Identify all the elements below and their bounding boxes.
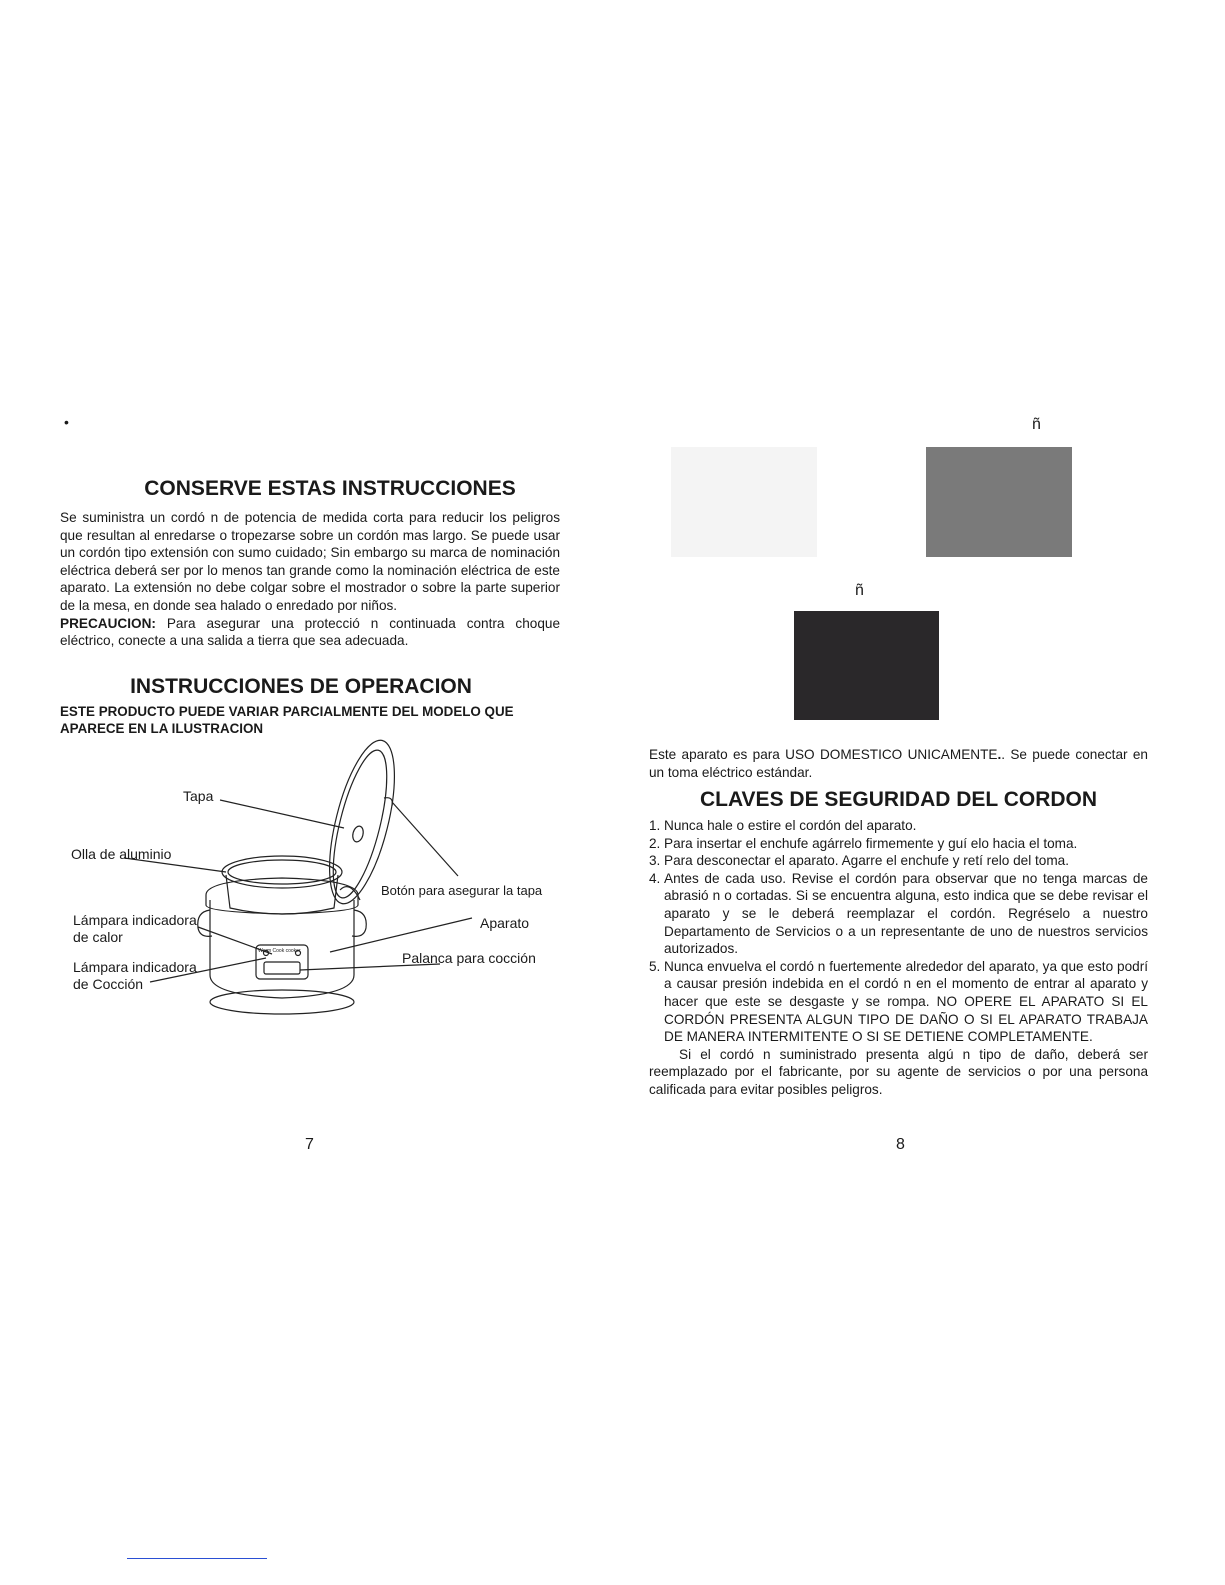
heading-claves: CLAVES DE SEGURIDAD DEL CORDON	[699, 788, 1098, 811]
label-palanca: Palanca para cocción	[402, 950, 536, 966]
replacement-paragraph: Si el cordó n suministrado presenta algú n tipo de daño, deberá ser reemplazado por el fabricante, por su agente de servicios o por una persona calificada para evitar posibles peligros.	[649, 1046, 1148, 1097]
rice-cooker-figure	[60, 730, 600, 1030]
caution-label: PRECAUCION:	[60, 615, 156, 631]
stray-tilde-mark: ñ	[1032, 416, 1041, 433]
stray-bullet: •	[64, 414, 69, 430]
label-aparato: Aparato	[480, 915, 530, 931]
caution-paragraph	[60, 615, 560, 650]
cord-text: Se suministra un cordó n de potencia de medida corta para reducir los peligros que resultan al enredarse o tropezarse sobre un cordón mas largo. Se puede usar un cordón tipo extensión con sumo cuidado; Sin embargo su marca de nominación eléctrica deberá ser por lo menos tan grande como la nominación eléctrica de este aparato. La extensión no debe colgar sobre el mostrador o sobre la parte superior de la mesa, en donde sea halado o enredado por niños.	[60, 510, 560, 613]
domestic-use-rest: . Se puede conectar en un toma eléctrico estándar.	[649, 747, 1148, 780]
heading-operacion: INSTRUCCIONES DE OPERACION	[130, 675, 472, 698]
list-item: 5. Nunca envuelva el cordó n fuertemente alrededor del aparato, ya que esto podrí a causar presión indebida en el cordó n en el momento de entrar al aparato y hacer que este se desgaste y se rompa. NO OPERE EL APARATO SI EL CORDÓN PRESENTA ALGUN TIPO DE DAÑO O SI EL APARATO TRABAJA DE MANERA INTERMITENTE O SI SE DETIENE COMPLETAMENTE.	[649, 958, 1148, 1045]
dark-block	[794, 611, 939, 720]
stray-tilde-mark: ñ	[855, 582, 864, 599]
label-lampara-coccion-2: de Cocción	[73, 976, 144, 992]
label-tapa: Tapa	[183, 788, 214, 804]
list-item: 3. Para desconectar el aparato. Agarre el enchufe y retí relo del toma.	[649, 853, 1070, 869]
list-item: 4. Antes de cada uso. Revise el cordón para observar que no tenga marcas de abrasió n o cortadas. Si se encuentra alguna, esto indica que se debe revisar el aparato y se le deberá reemplazar el cordón. Regréselo a nuestro Departamento de Servicios o a un representante de uno de nuestros servicios autorizados.	[649, 870, 1148, 957]
list-item: 1. Nunca hale o estire el cordón del aparato.	[649, 818, 917, 833]
caution-text: Para asegurar una protecció n continuada contra choque eléctrico, conecte a una salida a tierra que sea adecuada.	[60, 615, 560, 649]
blue-rule	[127, 1558, 267, 1559]
page-number-right: 8	[896, 1136, 905, 1153]
label-lampara-coccion-1: Lámpara indicadora	[73, 959, 197, 975]
label-lampara-calor-1: Lámpara indicadora	[73, 912, 197, 928]
domestic-use-paragraph: Este aparato es para USO DOMESTICO UNICAMENTE.. Se puede conectar en un toma eléctrico estándar.	[649, 747, 1148, 780]
label-lampara-calor-2: de calor	[73, 929, 123, 945]
model-note: ESTE PRODUCTO PUEDE VARIAR PARCIALMENTE DEL MODELO QUE APARECE EN LA ILUSTRACION	[60, 704, 514, 736]
heading-conserve: CONSERVE ESTAS INSTRUCCIONES	[144, 477, 516, 500]
label-olla: Olla de aluminio	[71, 846, 172, 862]
panel-label: Warm Cook cooker	[258, 948, 301, 954]
page-number-left: 7	[305, 1136, 314, 1153]
cord-paragraph	[60, 509, 560, 650]
light-gray-block	[671, 447, 817, 557]
domestic-use-text: Este aparato es para USO DOMESTICO UNICAMENTE	[649, 747, 998, 762]
list-item: 2. Para insertar el enchufe agárrelo firmemente y guí elo hacia el toma.	[649, 835, 1078, 851]
label-boton-tapa: Botón para asegurar la tapa	[381, 883, 543, 898]
cord-keys-list	[649, 817, 1148, 1099]
mid-gray-block	[926, 447, 1072, 557]
